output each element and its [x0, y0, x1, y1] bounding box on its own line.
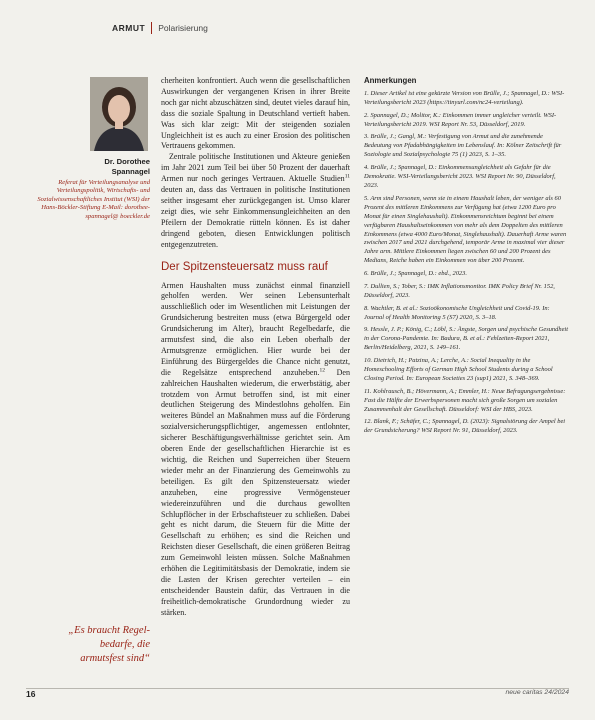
- note-item: 10. Dietrich, H.; Patzina, A.; Lerche, A.: Social Inequality in the Homeschooling Efforts of German High School Students during a School Closing Period. In: European Societies 23 (sup1) 2021, S. 348–369.: [364, 356, 553, 382]
- author-photo: [90, 77, 148, 151]
- header-section: ARMUT: [112, 23, 146, 33]
- note-item: 3. Brülle, J.; Gangl, M.: Verfestigung von Armut und die zunehmende Bedeutung von Pfadabhängigkeiten im Lebenslauf. In: Kölner Zeitschrift für Soziologie und Sozialpsychologie 75 (1) 2023, S. 1–35.: [364, 133, 562, 159]
- header-subsection: Polarisierung: [158, 23, 208, 33]
- author-name-last: Spannagel: [111, 166, 150, 176]
- footnote-ref[interactable]: 12: [319, 367, 325, 374]
- note-item: 9. Hessle, J. P.; König, C.; Löbl, S.: Ängste, Sorgen und psychische Gesundheit in der Corona-Pandemie. In: Badura, B. et al.: Fehlzeiten-Report 2021, Berlin/Heidelberg, 2021, S. 149–161.: [364, 326, 569, 352]
- section-heading: Der Spitzensteuersatz muss rauf: [161, 260, 328, 273]
- note-item: 5. Arm sind Personen, wenn sie in einem Haushalt leben, der weniger als 60 Prozent des mittleren Einkommens zur Verfügung hat (etwa 1200 Euro pro Monat für einen Singlehaushalt). Einkommensreichtum beginnt bei einem verfügbaren Haushaltseinkommen von mehr als dem Doppelten des mittleren Einkommens (etwa 4000 Euro/Monat, Singlehaushalt). Dauerhaft Arme waren zwischen 2017 und 2021 durchgehend, temporär Arme in maximal vier dieser Jahre arm. Mittlere Einkommen liegen zwischen 60 und 200 Prozent des Medians, Reiche haben ein Einkommen von über 200 Prozent.: [364, 194, 567, 265]
- notes-title: Anmerkungen: [364, 76, 417, 85]
- note-item: 11. Kohlrausch, B.; Hövermann, A.; Emmler, H.: Neue Befragungsergebnisse: Fast die Hälfte der Erwerbspersonen macht sich große Sorgen um sozialen Zusammenhalt der Gesellschaft. Düsseldorf: WSI der HBS, 2023.: [364, 387, 566, 413]
- author-name-first: Dr. Dorothee: [104, 157, 150, 166]
- note-item: 6. Brülle, J.; Spannagel, D.: ebd., 2023.: [364, 270, 467, 278]
- note-item: 8. Wachtler, B. et al.: Sozioökonomische Ungleichheit und Covid-19. In: Journal of Health Monitoring 5 (S7) 2020, S. 3–18.: [364, 304, 550, 321]
- article-paragraph-1: cherheiten konfrontiert. Auch wenn die gesellschaftlichen Auswirkungen der vergangenen Krisen in ihrer Breite noch gar nicht abzuschätzen sind, deutet vieles darauf hin, dass die soziale Spaltung in Deutschland vertieft haben. Was sich klar zeigt: Mit der steigenden sozialen Ungleichheit ist es auch zu einer Erosion des politischen Vertrauens gekommen.: [161, 76, 350, 151]
- article-paragraph-2: Zentrale politische Institutionen und Akteure genießen im Jahr 2021 zum Teil bei über 50 Prozent der dauerhaft Armen nur noch geringes Vertrauen. Aktuelle Studien$^{11}$ deuten an, dass das Vertrauen in politische Institutionen seither insgesamt eher zurückgegangen ist. Umso klarer zeigt dies, wie sehr Einkommensungleichheiten an den Pfeilern der Demokratie rütteln können. Es ist daher dringend geboten, diesen Entwicklungen politisch entgegenzutreten.: [161, 152, 350, 249]
- page-footer: [26, 688, 569, 703]
- note-item: 7. Dullien, S.; Tober, S.: IMK Inflationsmonitor. IMK Policy Brief Nr. 152, Düsseldorf, 2023.: [364, 282, 555, 299]
- article-paragraph-3: Armen Haushalten muss zunächst einmal finanziell geholfen werden. Wer seinen Lebensunterhalt ausschließlich oder im Wesentlichen mit Leistungen der Grundsicherung bestreiten muss (etwa Bürgergeld oder Grundsicherung im Alter), braucht Regelbedarfe, die armutsfest sind, die also ein Leben oberhalb der Armutsgrenze ermöglichen. Hier wurde bei der Einführung des Bürgergeldes die Chance nicht genutzt, die Regelsätze entsprechend anzuheben.$^{12}$ Den zahlreichen Haushalten wiederum, die erwerbstätig, aber trotzdem von Armut betroffen sind, ist mit einer deutlichen Steigerung des Mindestlohns geholfen. Ein weiteres Bündel an Maßnahmen muss auf die Förderung sozialversicherungspflichtiger, angemessen entlohnter, sicherer Beschäftigungsverhältnisse gerichtet sein. Am oberen Ende der gesellschaftlichen Hierarchie ist es wichtig, die Reichen und Superreichen über Steuern wieder mehr an der Finanzierung des Gemeinwohls zu beteiligen. Es gilt den Spitzensteuersatz wieder anzuheben, eine progressive Vermögensteuer wiedereinzuführen und die durchaus gewollten Schlupflöcher in der Erbschaftsteuer zu schließen. Dabei geht es nicht darum, die Steuern für die Mitte der Gesellschaft zu erhöhen; es sind die Reichen und Reichsten dieser Gesellschaft, die einen größeren Beitrag zum Gemeinwohl leisten müssen. Solche Maßnahmen erhöhen die Legitimitätsbasis der Demokratie, indem sie die Lasten der Krisen gerechter verteilen – ein entscheidender Baustein dafür, das Vertrauen in die freiheitlich-demokratische Grundordnung wieder zu stärken.: [161, 280, 350, 617]
- header-divider: [151, 22, 152, 34]
- running-header: [112, 22, 208, 34]
- notes-column: [364, 76, 569, 440]
- author-bio: Referat für Verteilungsanalyse und Verteilungspolitik, Wirtschafts- und Sozialwissenschaftliches Institut (WSI) der Hans-Böckler-Stiftung E-Mail: dorothee-spannagel@ boeckler.de: [37, 179, 150, 220]
- note-item: 12. Blank, F.; Schäfer, C.; Spannagel, D. (2023): Signalstörung der Ampel bei der Grundsicherung? WSI Report Nr. 91, Düsseldorf, 2023.: [364, 418, 566, 435]
- note-item: 1. Dieser Artikel ist eine gekürzte Version von Brülle, J.; Spannagel, D.: WSI-Verteilungsbericht 2023 (https://tinyurl.com/nc24-verteilung).: [364, 90, 565, 106]
- article-body: [161, 76, 350, 619]
- note-item: 4. Brülle, J.; Spannagel, D.: Einkommensungleichheit als Gefahr für die Demokratie. WSI-Verteilungsbericht 2023. WSI Report Nr. 90, Düsseldorf, 2023.: [364, 164, 556, 189]
- magazine-issue: neue caritas 24/2024: [505, 689, 569, 696]
- note-item: 2. Spannagel, D.; Molitor, K.: Einkommen immer ungleicher verteilt. WSI-Verteilungsbericht 2019. WSI Report Nr. 53, Düsseldorf, 2019.: [364, 111, 557, 128]
- page-number: 16: [26, 689, 36, 699]
- footnote-ref[interactable]: 11: [344, 173, 350, 180]
- pull-quote: „Es braucht Regelbedarfe, die armutsfest sind“: [68, 625, 150, 664]
- author-info: [30, 157, 150, 221]
